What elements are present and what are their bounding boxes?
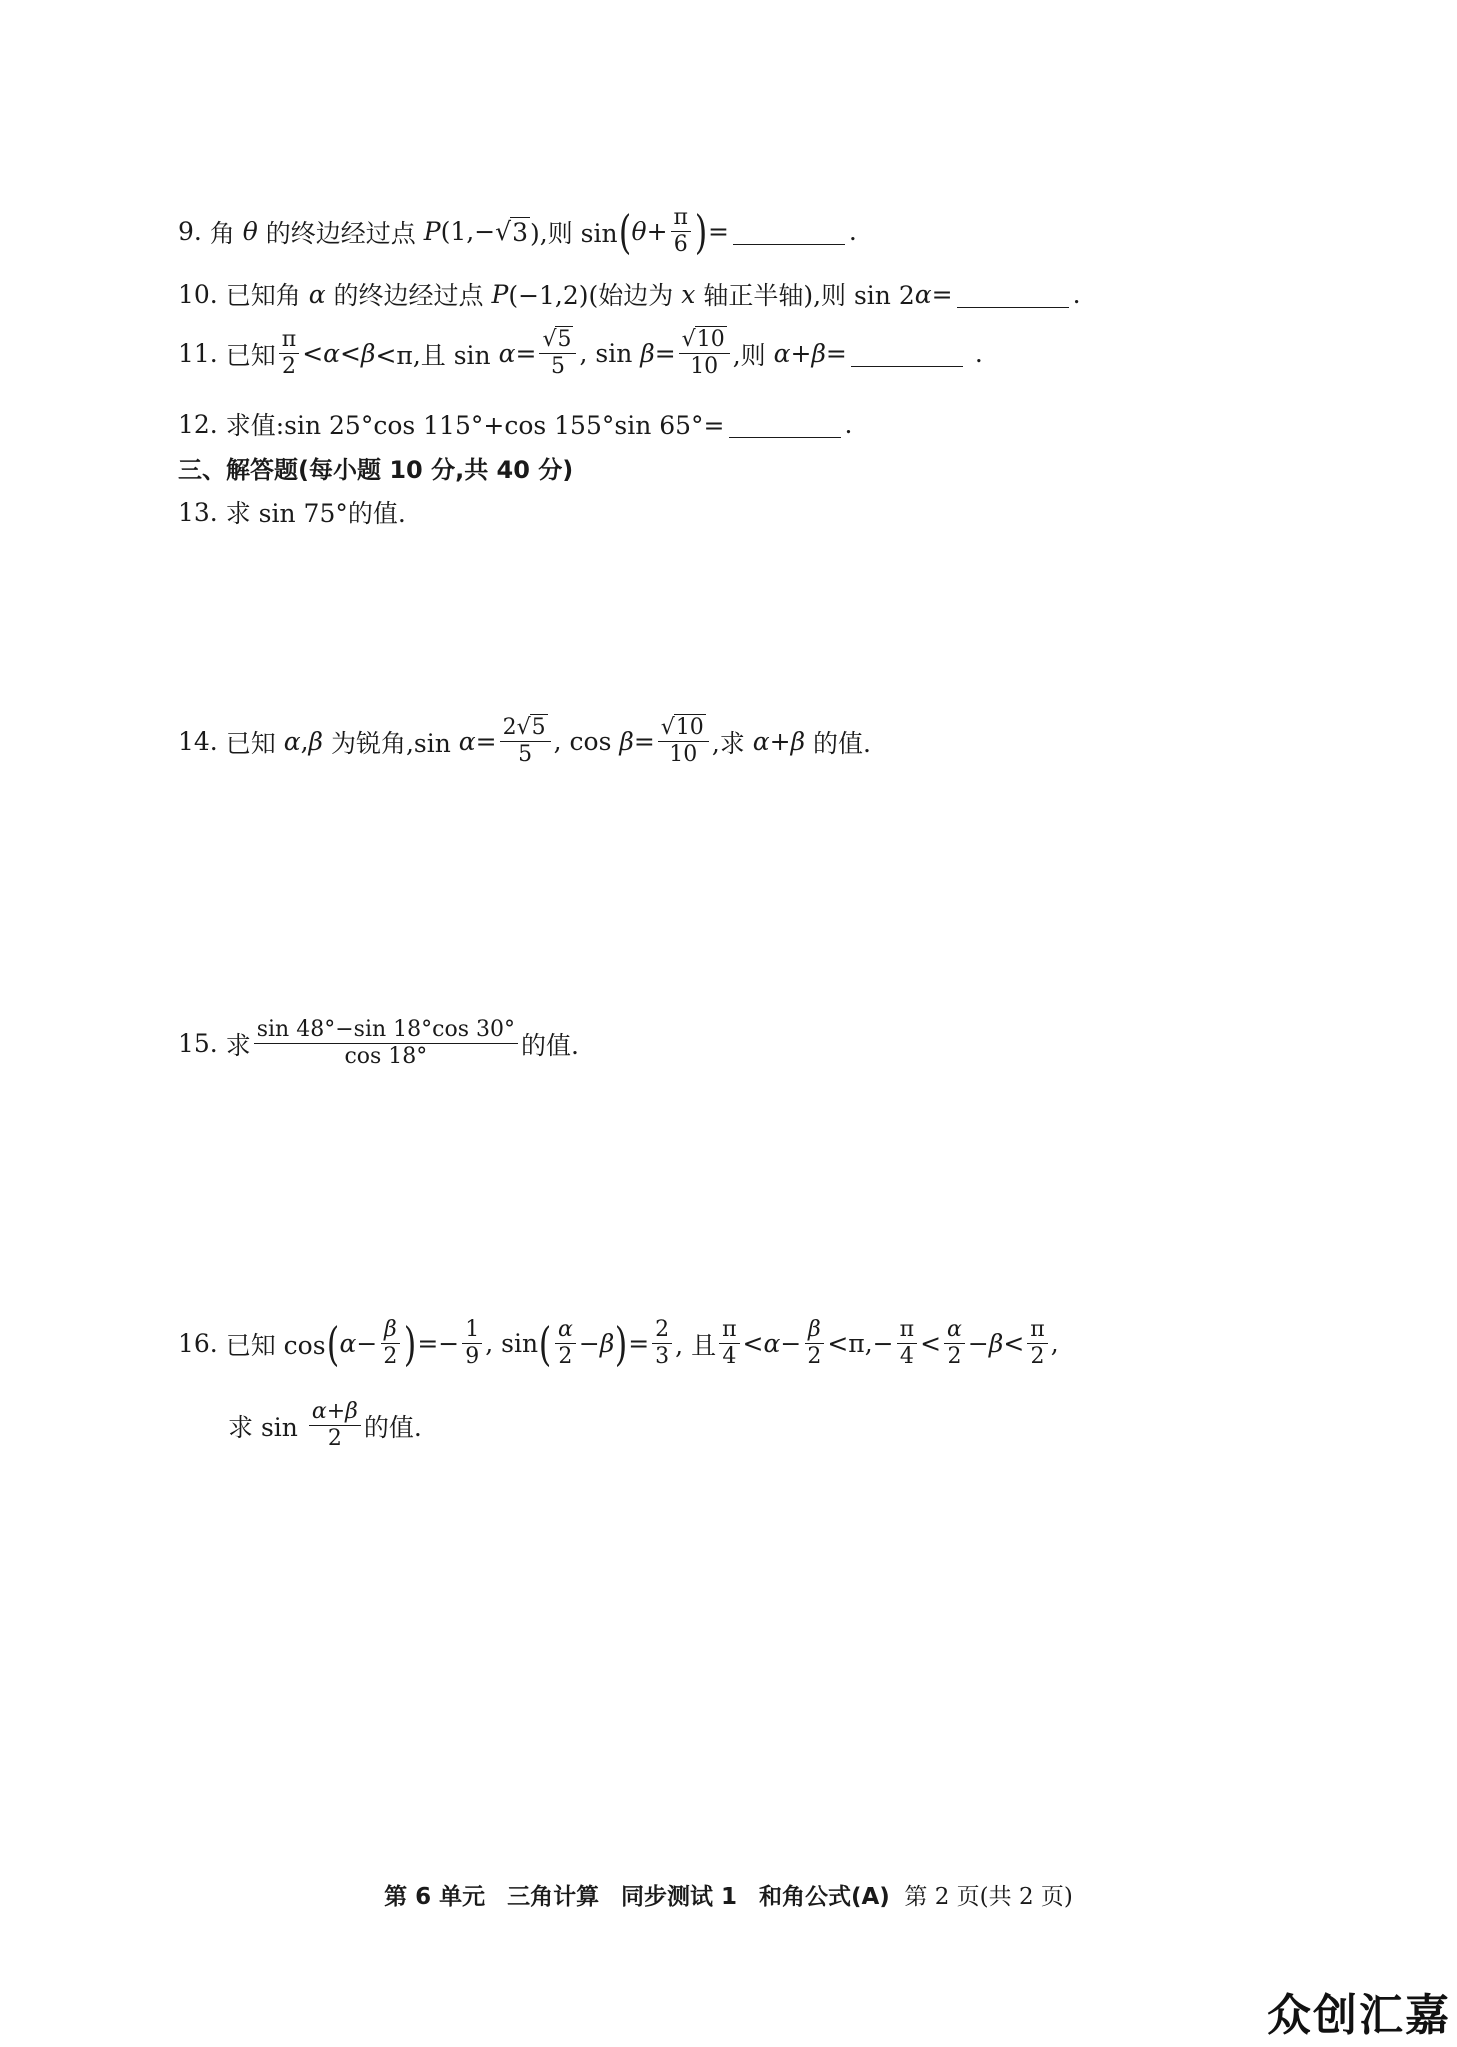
question-13: 13. 求 sin 75°的值. bbox=[178, 497, 406, 528]
answer-blank-11 bbox=[851, 340, 963, 367]
q16-fraction-pi-2: $\frac{\pi}{2}$ bbox=[1027, 1318, 1047, 1369]
footer-unit: 第 6 单元 bbox=[384, 1884, 486, 1910]
footer-page: 第 2 页(共 2 页) bbox=[904, 1884, 1073, 1910]
q11-fraction-pi-2: $\frac{\pi}{2}$ bbox=[279, 328, 299, 379]
q16-fraction-beta-2: $\frac{\beta}{2}$ bbox=[380, 1318, 400, 1369]
q15-fraction: $\frac{\sin 48^\circ-\sin 18^\circ\cos 30^\circ}{\cos 18^\circ}$ bbox=[254, 1018, 518, 1069]
q16-fraction-2-3: $\frac{2}{3}$ bbox=[652, 1318, 672, 1369]
question-9: 9. 角 θ 的终边经过点 P (1,− √ 3 ),则 sin ( θ + $\frac{\pi}{6}$ ) = . bbox=[178, 204, 857, 259]
q13-number: 13. bbox=[178, 497, 218, 527]
q14-fraction-sin: $\frac{2√5}{5}$ bbox=[500, 716, 551, 767]
q16-fraction-half-sum: $\frac{\alpha+\beta}{2}$ bbox=[309, 1400, 361, 1451]
q11-number: 11. bbox=[178, 339, 218, 369]
answer-blank-9 bbox=[733, 218, 845, 245]
question-14: 14. 已知 α , β 为锐角,sin α = $\frac{2√5}{5}$ , cos β = $\frac{√10}{10}$ ,求 α + β 的值. bbox=[178, 715, 871, 768]
q11-fraction-sqrt5: $\frac{√5}{5}$ bbox=[539, 328, 576, 379]
footer-formula: 和角公式(A) bbox=[758, 1884, 890, 1910]
q15-number: 15. bbox=[178, 1029, 218, 1059]
watermark: 众创汇嘉 bbox=[1267, 1990, 1451, 2041]
question-15: 15. 求 $\frac{\sin 48^\circ-\sin 18^\circ\cos 30^\circ}{\cos 18^\circ}$ 的值. bbox=[178, 1017, 579, 1070]
footer-test: 同步测试 1 bbox=[621, 1884, 738, 1910]
question-16: 16. 已知 cos ( α − $\frac{\beta}{2}$ ) =− $\frac{1}{9}$ , sin ( $\frac{\alpha}{2}$ − β ) = $\frac{2}{3}$ , 且 $\frac{\pi}{4}$ < α − $\frac{\beta}{2}$ <π,− $\frac{\pi}{4}$ < $\frac{\alpha}{2}$ − β < $\frac{\pi}{2}$ , bbox=[178, 1316, 1059, 1371]
page-footer bbox=[0, 1878, 1457, 1911]
question-16-line-2: 求 sin $\frac{\alpha+\beta}{2}$ 的值. bbox=[228, 1399, 422, 1452]
q14-number: 14. bbox=[178, 727, 218, 757]
question-10: 10. 已知角 α 的终边经过点 P (−1,2)(始边为 x 轴正半轴),则 sin 2 α = . bbox=[178, 279, 1081, 310]
question-12: 12. 求值:sin 25°cos 115°+cos 155°sin 65°= . bbox=[178, 409, 853, 440]
answer-blank-10 bbox=[957, 281, 1069, 308]
question-11: 11. 已知 $\frac{\pi}{2}$ < α < β <π,且 sin α = $\frac{√5}{5}$ , sin β = $\frac{√10}{10}$ ,则 α + β = . bbox=[178, 327, 983, 380]
section-heading-3: 三、解答题(每小题 10 分,共 40 分) bbox=[178, 456, 574, 484]
q10-number: 10. bbox=[178, 279, 218, 309]
q16-fraction-pi-4: $\frac{\pi}{4}$ bbox=[719, 1318, 739, 1369]
q14-fraction-cos: $\frac{√10}{10}$ bbox=[658, 716, 709, 767]
q16-fraction-pi-4-b: $\frac{\pi}{4}$ bbox=[897, 1318, 917, 1369]
footer-topic: 三角计算 bbox=[507, 1884, 600, 1910]
answer-blank-12 bbox=[729, 411, 841, 438]
q12-number: 12. bbox=[178, 409, 218, 439]
q16-fraction-beta-2-b: $\frac{\beta}{2}$ bbox=[804, 1318, 824, 1369]
q16-fraction-1-9: $\frac{1}{9}$ bbox=[462, 1318, 482, 1369]
q9-fraction: $\frac{\pi}{6}$ bbox=[671, 206, 691, 257]
q9-number: 9. bbox=[178, 217, 202, 247]
q11-fraction-sqrt10: $\frac{√10}{10}$ bbox=[679, 328, 730, 379]
q16-fraction-alpha-2: $\frac{\alpha}{2}$ bbox=[555, 1318, 576, 1369]
q16-fraction-alpha-2-b: $\frac{\alpha}{2}$ bbox=[944, 1318, 965, 1369]
q16-number: 16. bbox=[178, 1329, 218, 1359]
